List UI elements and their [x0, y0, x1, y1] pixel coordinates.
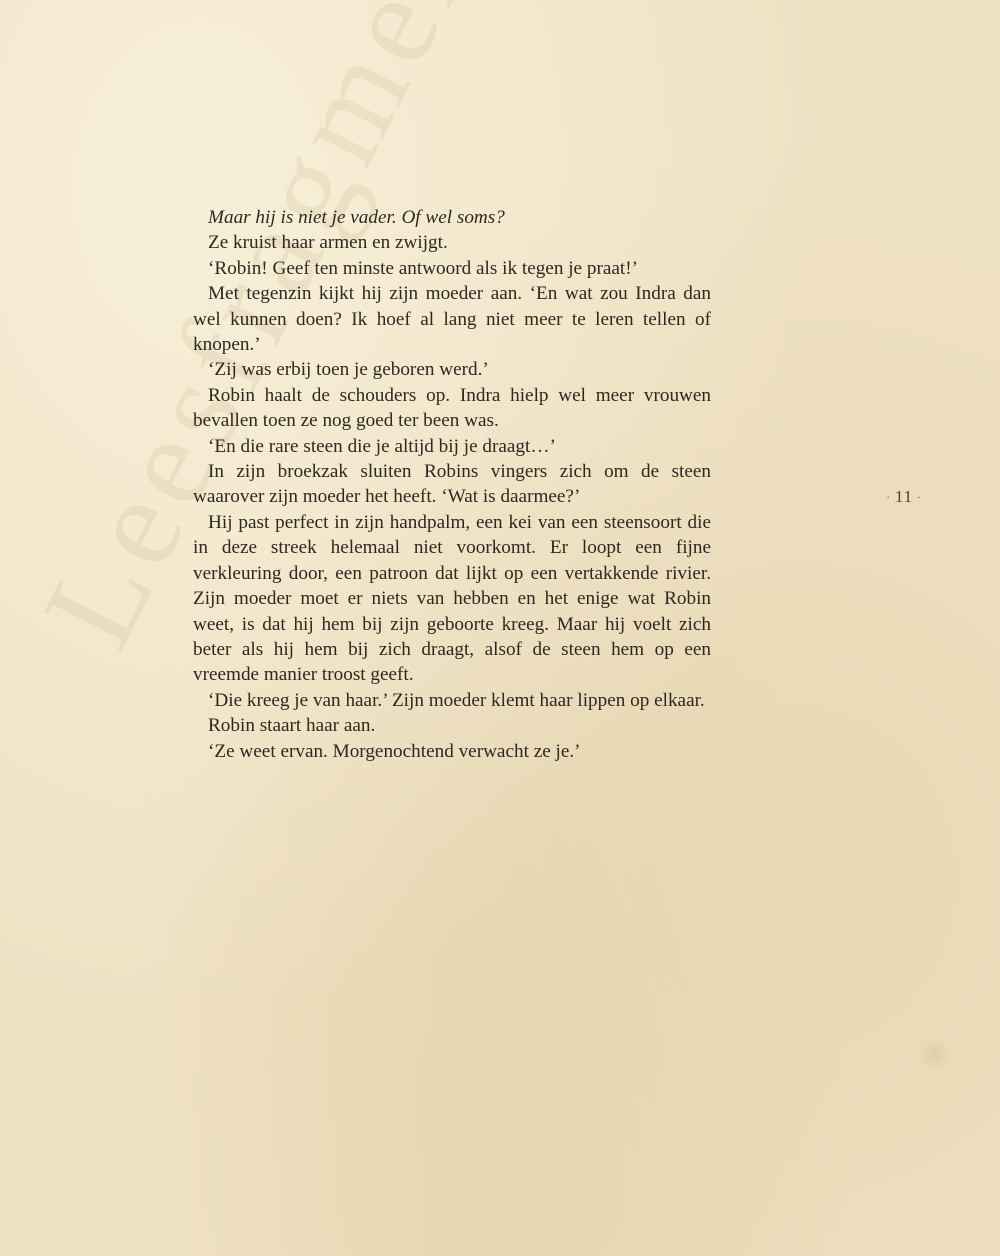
page-body-text	[193, 205, 711, 764]
page-number	[880, 487, 928, 507]
page-number-dot-right: ·	[917, 492, 922, 504]
paragraph: Ze kruist haar armen en zwijgt.	[208, 232, 448, 254]
paragraph: ‘Zij was erbij toen je geboren werd.’	[208, 359, 489, 381]
paragraph: Maar hij is niet je vader. Of wel soms?	[208, 207, 505, 228]
page-number-dot-left: ·	[886, 492, 891, 504]
paragraph: Hij past perfect in zijn handpalm, een kei van een steensoort die in deze streek helemaal niet voorkomt. Er loopt een fijne verkleuring door, een patroon dat lijkt op een vertakkende rivier. Zijn moeder moet er niets van hebben en het enige wat Robin weet, is dat hij hem bij zijn geboorte kreeg. Maar hij voelt zich beter als hij hem bij zich draagt, alsof de steen hem op een vreemde manier troost geeft.	[193, 511, 711, 686]
paragraph: ‘Robin! Geef ten minste antwoord als ik tegen je praat!’	[208, 257, 638, 279]
paragraph: ‘Ze weet ervan. Morgenochtend verwacht ze je.’	[208, 740, 581, 762]
paragraph: Robin staart haar aan.	[208, 715, 376, 737]
paragraph: ‘Die kreeg je van haar.’ Zijn moeder klemt haar lippen op elkaar.	[208, 689, 705, 711]
paragraph: Met tegenzin kijkt hij zijn moeder aan. ‘En wat zou Indra dan wel kunnen doen? Ik hoef al lang niet meer te leren tellen of knopen.’	[193, 283, 711, 356]
page-number-value: 11	[894, 487, 914, 506]
paragraph: ‘En die rare steen die je altijd bij je draagt…’	[208, 435, 556, 457]
paragraph: In zijn broekzak sluiten Robins vingers zich om de steen waarover zijn moeder het heeft. ‘Wat is daarmee?’	[193, 461, 711, 508]
paragraph: Robin haalt de schouders op. Indra hielp wel meer vrouwen bevallen toen ze nog goed ter been was.	[193, 384, 711, 432]
